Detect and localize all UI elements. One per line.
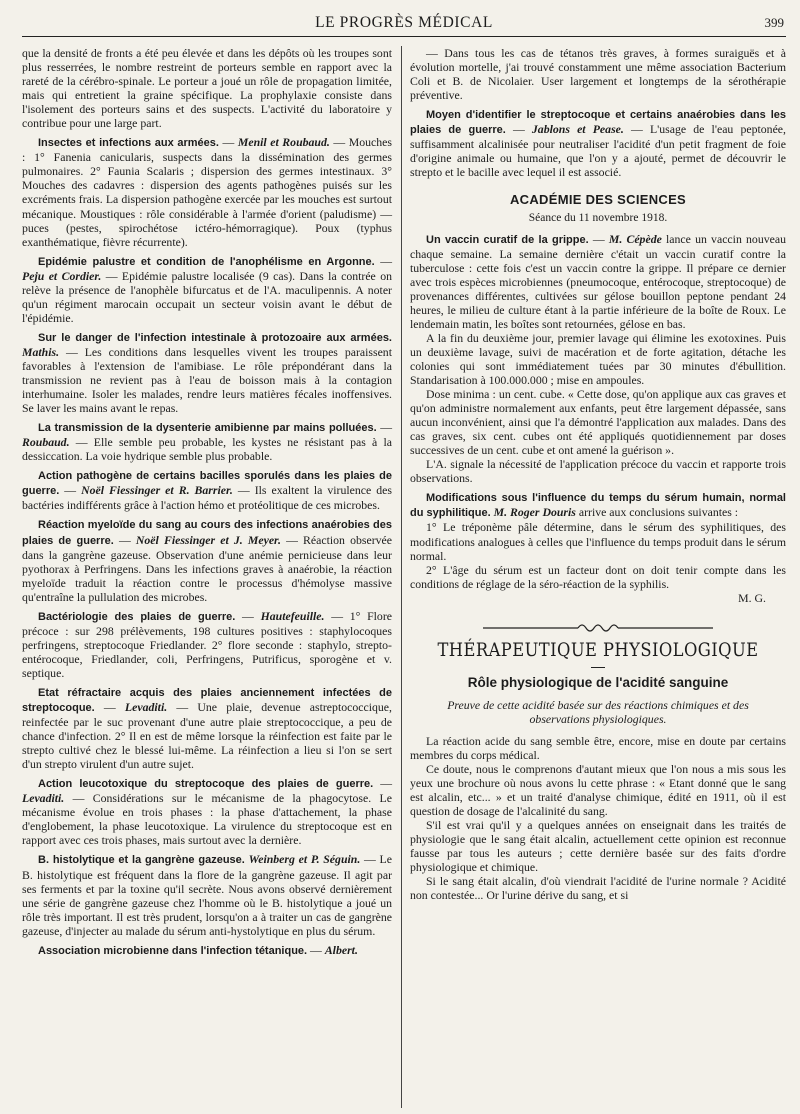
column-divider [401,46,402,1108]
abstract-body: — Les conditions dans lesquelles vivent les troupes paraissent favorables à l'extension de l'amibiase. Le rôle prépondérant dans la transmission ne revient pas à l'eau de boisson mais à la contagion interhumaine. Isoler les malades, rendre leurs matières fécales inoffensives. Se laver les mains avant le repas. [22,344,392,416]
section-ornament [483,623,713,633]
abstract-body: — Mouches : 1° Fanenia canicularis, suspects dans la dissémination des germes pulmonaires. 2° Faunia Scalaris ; dispersion des germes intestinaux. 3° Mouches des cadavres : dispersion des agents pathogènes puisés sur les excréments frais. La dispersion pathogène exercée par les mouches est surtout mécanique. Moustiques : rôle considérable à l'armée d'orient (paludisme) — puces (pestes, spirochétose ictéro-hémorragique). Poux (typhus exanthématique, fièvre récurrente). [22,135,392,249]
abstract-dysenterie: La transmission de la dysenterie amibienne par mains polluées. — Roubaud. — Elle semble peu probable, les kystes ne résistant pas à la dessiccation. La voie hydrique semble plus probable. [22,420,393,464]
abstract-body: — Considérations sur le mécanisme de la phagocytose. Le mécanisme évolue en trois phases : la phase d'attachement, la phase d'englobement, la phase leucotoxique. La virulence du streptocoque est en rapport avec ces trois phases, mais surtout avec la dernière. [22,791,392,848]
abstract-heading: La transmission de la dysenterie amibienne par mains polluées. [38,422,377,435]
paragraph: 2° L'âge du sérum est un facteur dont on doit tenir compte dans les conditions de réglage de la séro-réaction de la syphilis. [410,562,786,591]
abstract-author: Albert. [324,942,358,957]
page-number: 399 [764,15,784,30]
abstract-body: — Epidémie palustre localisée (9 cas). Dans la contrée on relève la présence de l'anophèle bifurcatus et de l'A. maculipennis. A noter qu'un régiment marocain occupait un secteur voisin avant le début de l'épidémie. [22,268,393,325]
paragraph: 1° Le tréponème pâle détermine, dans le sérum des syphilitiques, des modifications analogues à celles que l'influence du temps produit dans le sérum normal. [410,520,786,563]
abstract-author: Mathis. [22,344,60,359]
abstract-body: — Elle semble peu probable, les kystes ne résistant pas à la dessiccation. La voie hydrique semble plus probable. [22,435,392,464]
abstract-heading: Association microbienne dans l'infection tétanique. [38,944,308,957]
abstract-author: Hautefeuille. [260,608,325,623]
paragraph: — Dans tous les cas de tétanos très graves, à formes suraiguës et à évolution mortelle, j'ai trouvé constamment une même association Bacterium Coli et B. de Nicolaier. User largement et longtemps de la sérothérapie préventive. [410,46,786,103]
abstract-body: — Réaction observée dans la gangrène gazeuse. Observation d'une anémie pernicieuse dans leur pyothorax à Perfringens. Dans les infections graves à anaérobie, la réaction myeloïde traduit la réaction contre le processus d'hémolyse massive qu'entraîne la pullulation des microbes. [22,532,393,604]
paragraph: S'il est vrai qu'il y a quelques années on enseignait dans les traités de physiologie que le sang était alcalin, actuellement cette opinion est reconnue fausse par tous les auteurs ; cette dernière basée sur des faits d'ordre physiologique et chimique. [410,818,786,875]
abstract-author: Roubaud. [22,435,70,450]
abstract-epidemie-palustre: Epidémie palustre et condition de l'anophélisme en Argonne. — Peju et Cordier. — Epidémie palustre localisée (9 cas). Dans la contrée on relève la présence de l'anophèle bifurcatus et de l'A. maculipennis. A noter qu'un régiment marocain occupait un secteur voisin avant le début de l'épidémie. [22,253,393,325]
abstract-author: Peju et Cordier. [22,268,102,283]
abstract-heading: Action leucotoxique du streptocoque des plaies de guerre. [38,778,374,791]
abstract-author: Noël Fiessinger et J. Meyer. [135,532,281,547]
right-column [410,46,786,902]
abstract-author: Levaditi. [124,700,168,715]
title-divider [591,667,605,668]
paragraph: Si le sang était alcalin, d'où viendrait l'acidité de l'urine normale ? Acidité non contestée... Or l'urine dérive du sang, et si [410,874,786,903]
abstract-author: Jablons et Pease. [531,122,624,137]
abstract-body: lance un vaccin nouveau chaque semaine. La semaine dernière c'était un vaccin curatif contre la tuberculose : cette fois c'est un vaccin contre la grippe. Il prépare ce dernier avec trois espèces microbiennes (pneumocoque, entérocoque, streptocoque) de provenances différentes, cultivées sur gélose bouillon peptone pendant 24 heures, le milieu de culture étant à la partie inférieure de la boîte de Roux. Le lendemain matin, les boîtes sont retournées, gélose en bas. [410,231,786,331]
abstract-author: M. Cépède [608,231,662,246]
paragraph: L'A. signale la nécessité de l'application précoce du vaccin et rapporte trois observations. [410,457,786,486]
paragraph: A la fin du deuxième jour, premier lavage qui élimine les exotoxines. Puis un deuxième lavage, suivi de macération et de forte agitation, détache les colonies qui sont immédiatement tuées par 30 minutes d'ébullition. Standarisation à 100.000.000 ; mise en ampoules. [410,330,786,387]
abstract-heading: B. histolytique et la gangrène gazeuse. [38,854,245,867]
abstract-body: — 1° Flore précoce : sur 298 prélèvements, 198 cultures positives : staphylocoques perfringens, streptocoque Friedlander. 2° flore seconde : staphylo, strepto-entérocoque, Friedlander, coli, Perfringens, Putrificus, sporogène et v. septique. [22,608,392,680]
page-header [22,8,786,37]
abstract-body: — Une plaie, devenue astreptococcique, reinfectée par le suc provenant d'une autre plaie streptococcique, a peu de chance d'infection. 2° Il en est de même lorsque la réinfection est faite par le strepto cultivé chez le blessé lui-même. La réinfection a lieu si l'on se sert d'un strepto virulent d'un autre sujet. [22,700,392,772]
abstract-identifier-streptocoque: Moyen d'identifier le streptocoque et certains anaérobies dans les plaies de guerre. — Jablons et Pease. — L'usage de l'eau peptonée, suffisamment alcalinisée pour neutraliser l'acidité d'un petit fragment de foie d'origine animale ou humaine, que l'on y a ajouté, permet de découvrir le strepto et le bacille avec lequel il est associé. [410,109,786,180]
paragraph: Ce doute, nous le comprenons d'autant mieux que l'on nous a mis sous les yeux une brochure où nous avons lu cette phrase : « Etant donné que le sang est alcalin, etc... » et un traité d'analyse chimique, édité en 1911, où il est question de dosage de l'alcalinité du sang. [410,762,786,819]
abstract-heading: Moyen d'identifier le streptocoque et certains anaérobies dans les plaies de guerre. [410,109,786,137]
abstract-bacilles-sporules: Action pathogène de certains bacilles sporulés dans les plaies de guerre. — Noël Fiessinger et R. Barrier. — Ils exaltent la virulence des bactéries indifférents grâce à l'action hémo et protéolitique de ces microbes. [22,470,392,513]
abstract-author: Levaditi. [22,791,65,806]
abstract-heading: Action pathogène de certains bacilles sporulés dans les plaies de guerre. [22,470,392,498]
journal-title: LE PROGRÈS MÉDICAL [315,14,493,31]
abstract-association-microbienne: Association microbienne dans l'infection tétanique. — Albert. [38,942,358,957]
section-title: THÉRAPEUTIQUE PHYSIOLOGIQUE [437,638,759,661]
abstract-bacteriologie: Bactériologie des plaies de guerre. — Hautefeuille. — 1° Flore précoce : sur 298 prélèvements, 198 cultures positives : staphylocoques perfringens, streptocoque Friedlander. 2° flore seconde : staphylo, strepto-entérocoque, Friedlander, coli, Perfringens, Putrificus, sporogène et v. septique. [22,608,392,680]
abstract-body: — Le B. histolytique est fréquent dans la flore de la gangrène gazeuse. Il agit par ses ferments et par la toxine qu'il secrète. Nous avons observé dernièrement une série de gangrène gazeuse chez l'homme où le B. histolytique a joué un rôle très important. Il est très prudent, lorsqu'on a à traiter un cas de gangrène gazeuse, d'injecter au malade du sérum anti-hystolytique en plus du sérum. [22,852,392,938]
abstract-body: arrive aux conclusions suivantes : [575,505,739,520]
abstract-heading: Un vaccin curatif de la grippe. [426,233,589,246]
abstract-author: Noël Fiessinger et R. Barrier. [81,483,233,498]
abstract-author: Weinberg et P. Séguin. [248,852,361,867]
abstract-body: — L'usage de l'eau peptonée, suffisamment alcalinisée pour neutraliser l'acidité d'un petit fragment de foie d'origine animale ou humaine, que l'on y a ajouté, permet de découvrir le strepto et le bacille avec lequel il est associé. [410,122,786,180]
paragraph: Dose minima : un cent. cube. « Cette dose, qu'on applique aux cas graves et qu'on administre normalement aux enfants, peut être largement dépassée, sans aucun inconvénient, ainsi que l'a démontré l'application aux malades. Dans des cas graves, six cent. cubes ont été appliqués quotidiennement par doses successives de un cent. cube et ont amené la guérison ». [410,387,786,458]
abstract-heading: Insectes et infections aux armées. [38,137,219,150]
abstract-heading: Sur le danger de l'infection intestinale à protozoaire aux armées. [38,331,392,344]
abstract-heading: Epidémie palustre et condition de l'anophélisme en Argonne. [38,255,375,268]
abstract-insectes: Insectes et infections aux armées. — Menil et Roubaud. — Mouches : 1° Fanenia canicularis, suspects dans la dissémination des germes pulmonaires. 2° Faunia Scalaris ; dispersion des germes intestinaux. 3° Mouches des cadavres : dispersion des agents pathogènes puisés sur les excréments frais. La dispersion pathogène exercée par les mouches est surtout mécanique. Moustiques : rôle considérable à l'armée d'orient (paludisme) — puces (pestes, spirochétose ictéro-hémorragique). Poux (typhus exanthématique, fièvre récurrente). [22,135,392,249]
abstract-histolytique [22,852,392,937]
abstract-author: Menil et Roubaud. [237,135,330,150]
session-date: Séance du 11 novembre 1918. [528,212,668,225]
abstract-infection-intestinale [22,330,392,415]
author-signature: M. G. [738,590,766,605]
abstract-etat-refractaire: Etat réfractaire acquis des plaies anciennement infectées de streptocoque. — Levaditi. — Une plaie, devenue astreptococcique, reinfectée par le suc provenant d'une autre plaie streptococcique, a peu de chance d'infection. 2° Il en est de même lorsque la réinfection est faite par le strepto cultivé chez le blessé lui-même. La réinfection a lieu si l'on se sert d'un strepto virulent d'un autre sujet. [22,686,392,772]
abstract-author: M. Roger Douris [493,505,576,520]
abstract-serum-humain [410,490,786,520]
abstract-heading: Bactériologie des plaies de guerre. [38,610,236,623]
paragraph: La réaction acide du sang semble être, encore, mise en doute par certains membres du corps médical. [410,733,786,762]
paragraph: que la densité de fronts a été peu élevée et dans les dépôts où les troupes sont plus resserrées, le nombre restreint de porteurs semble en rapport avec la rareté de la cérébro-spinale. Le porteur a joué un rôle de propagation limitée, mais qui entretient la graine spécifique. La prophylaxie consiste dans l'isolement des porteurs sains et des suspects. L'activité du laboratoire y contribue pour une large part. [22,46,392,131]
abstract-action-leucotoxique: Action leucotoxique du streptocoque des plaies de guerre. — Levaditi. — Considérations sur le mécanisme de la phagocytose. Le mécanisme évolue en trois phases : la phase d'attachement, la phase d'englobement, la phase leucotoxique. La virulence du streptocoque est en rapport avec ces trois phases, mais surtout avec la dernière. [22,776,392,848]
abstract-reaction-myeloide: Réaction myeloïde du sang au cours des infections anaérobies des plaies de guerre. — Noël Fiessinger et J. Meyer. — Réaction observée dans la gangrène gazeuse. Observation d'une anémie pernicieuse dans leur pyothorax à Perfringens. Dans les infections graves à anaérobie, la réaction myeloïde traduit la réaction contre le processus d'hémolyse massive qu'entraîne la pullulation des microbes. [22,519,393,604]
abstract-body: — Ils exaltent la virulence des bactéries indifférents grâce à l'action hémo et protéolitique de ces microbes. [22,483,392,513]
abstract-heading: Modifications sous l'influence du temps du sérum humain, normal du syphilitique. [410,492,786,520]
abstract-heading: Etat réfractaire acquis des plaies anciennement infectées de streptocoque. [22,686,392,715]
abstract-heading: Réaction myeloïde du sang au cours des infections anaérobies des plaies de guerre. [22,519,392,547]
article-title: Rôle physiologique de l'acidité sanguine [467,674,729,690]
academy-section-title: ACADÉMIE DES SCIENCES [509,192,687,208]
article-subtitle: Preuve de cette acidité basée sur des réactions chimiques et des observations physiologiques. [447,697,749,726]
abstract-vaccin-grippe: Un vaccin curatif de la grippe. — M. Cépède lance un vaccin nouveau chaque semaine. La semaine dernière c'était un vaccin curatif contre la tuberculose : cette fois c'est un vaccin contre la grippe. Il prépare ce dernier avec trois espèces microbiennes (pneumocoque, entérocoque, streptocoque) de provenances différentes, cultivées sur gélose bouillon peptone pendant 24 heures, le milieu de culture étant à la partie inférieure de la boîte de Roux. Le lendemain matin, les boîtes sont retournées, gélose en bas. [410,231,786,331]
left-column [22,46,392,958]
